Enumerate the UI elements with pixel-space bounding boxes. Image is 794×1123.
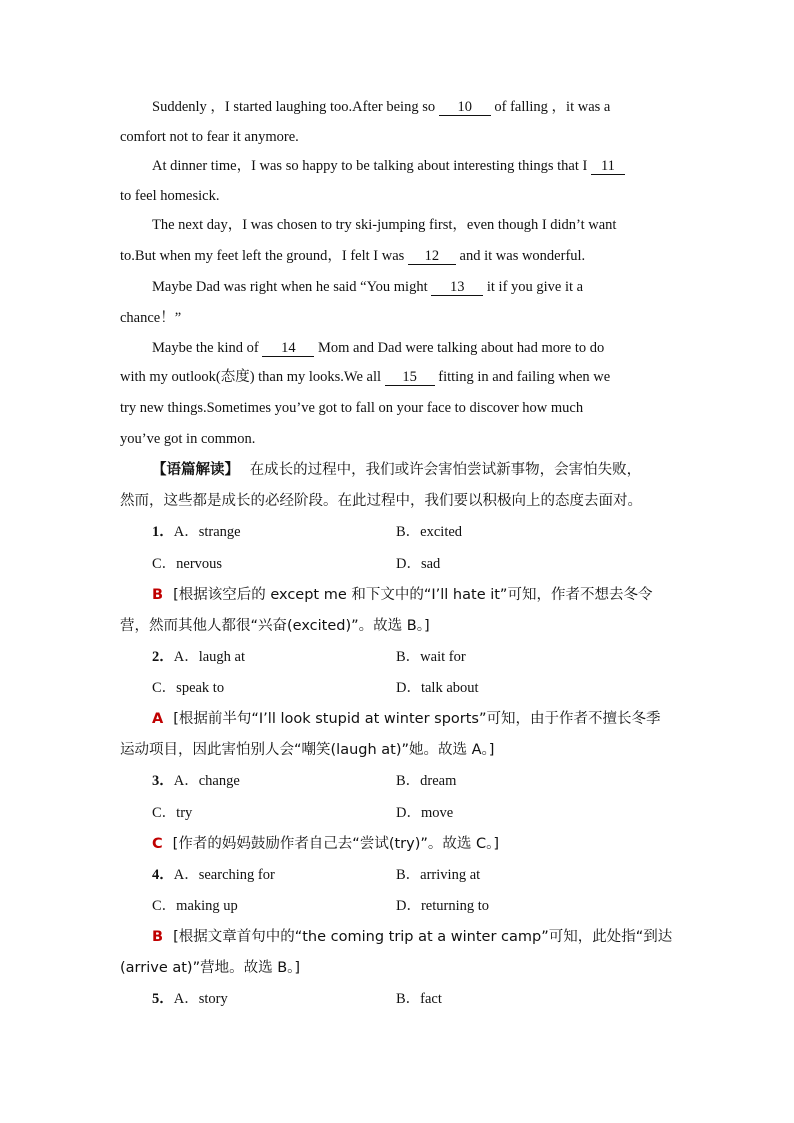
passage-line	[152, 98, 676, 116]
passage-text: of falling ，it was a	[494, 99, 611, 115]
question-4-explanation-cont: (arrive at)”营地。故选 B。]	[120, 960, 301, 976]
blank-13: 13	[431, 280, 483, 296]
question-5-option-a: 5．A．story	[152, 991, 228, 1007]
question-4-option-c: C．making up	[152, 898, 238, 914]
passage-line	[152, 339, 676, 357]
question-2-option-a: 2．A．laugh at	[152, 649, 246, 665]
question-4-option-d: D．returning to	[396, 898, 490, 914]
passage-line	[120, 247, 676, 265]
passage-line: try new things.Sometimes you’ve got to fall on your face to discover how much	[120, 400, 584, 416]
question-1-option-b: B．excited	[396, 524, 463, 540]
question-2-option-d: D．talk about	[396, 680, 479, 696]
passage-line	[152, 278, 676, 296]
question-4-explanation: B [根据文章首句中的“the coming trip at a winter camp”可知，此处指“到达	[152, 929, 673, 945]
question-3-option-d: D．move	[396, 805, 454, 821]
passage-text: Suddenly ，I started laughing too.After being so	[152, 99, 436, 115]
question-2-explanation-cont: 运动项目，因此害怕别人会“嘲笑(laugh at)”她。故选 A。]	[120, 742, 495, 758]
answer-letter: C	[152, 836, 163, 852]
question-3-option-a: 3．A．change	[152, 773, 240, 789]
passage-line	[120, 368, 676, 386]
passage-line: comfort not to fear it anymore.	[120, 129, 299, 145]
question-1-option-a: 1．A．strange	[152, 524, 241, 540]
blank-11: 11	[591, 159, 625, 175]
blank-14: 14	[262, 341, 314, 357]
passage-line	[152, 157, 676, 175]
passage-text: and it was wonderful.	[459, 248, 586, 264]
question-3-option-c: C．try	[152, 805, 193, 821]
question-2-option-c: C．speak to	[152, 680, 225, 696]
passage-text: with my outlook(态度) than my looks.We all	[120, 369, 382, 385]
passage-text: fitting in and failing when we	[438, 369, 611, 385]
blank-10: 10	[439, 100, 491, 116]
passage-text: Mom and Dad were talking about had more to do	[317, 340, 605, 356]
question-2-option-b: B．wait for	[396, 649, 466, 665]
passage-text: to.But when my feet left the ground，I felt I was	[120, 248, 405, 264]
summary-header: 【语篇解读】	[152, 462, 239, 478]
answer-letter: A	[152, 711, 164, 727]
passage-text: At dinner time，I was so happy to be talking about interesting things that I	[152, 158, 588, 174]
passage-text: Maybe Dad was right when he said “You might	[152, 279, 428, 295]
passage-text: Maybe the kind of	[152, 340, 259, 356]
question-5-option-b: B．fact	[396, 991, 442, 1007]
summary-line: 然而，这些都是成长的必经阶段。在此过程中，我们要以积极向上的态度去面对。	[120, 493, 642, 509]
question-1-option-d: D．sad	[396, 556, 441, 572]
question-3-option-b: B．dream	[396, 773, 457, 789]
passage-line: to feel homesick.	[120, 188, 220, 204]
passage-line: you’ve got in common.	[120, 431, 256, 447]
question-1-explanation: B [根据该空后的 except me 和下文中的“I’ll hate it”可知，作者不想去冬令	[152, 587, 653, 603]
passage-text: it if you give it a	[486, 279, 584, 295]
question-1-explanation-cont: 营，然而其他人都很“兴奋(excited)”。故选 B。]	[120, 618, 430, 634]
summary-line	[152, 461, 676, 479]
question-4-option-b: B．arriving at	[396, 867, 481, 883]
summary-text: 在成长的过程中，我们或许会害怕尝试新事物，会害怕失败，	[249, 462, 642, 478]
question-4-option-a: 4．A．searching for	[152, 867, 275, 883]
passage-line: chance！”	[120, 310, 182, 326]
blank-15: 15	[385, 370, 435, 386]
question-3-explanation: C [作者的妈妈鼓励作者自己去“尝试(try)”。故选 C。]	[152, 836, 500, 852]
passage-line: The next day，I was chosen to try ski-jumping first，even though I didn’t want	[152, 217, 617, 233]
blank-12: 12	[408, 249, 456, 265]
answer-letter: B	[152, 587, 164, 603]
question-2-explanation: A [根据前半句“I’ll look stupid at winter sports”可知，由于作者不擅长冬季	[152, 711, 661, 727]
answer-letter: B	[152, 929, 164, 945]
question-1-option-c: C．nervous	[152, 556, 223, 572]
